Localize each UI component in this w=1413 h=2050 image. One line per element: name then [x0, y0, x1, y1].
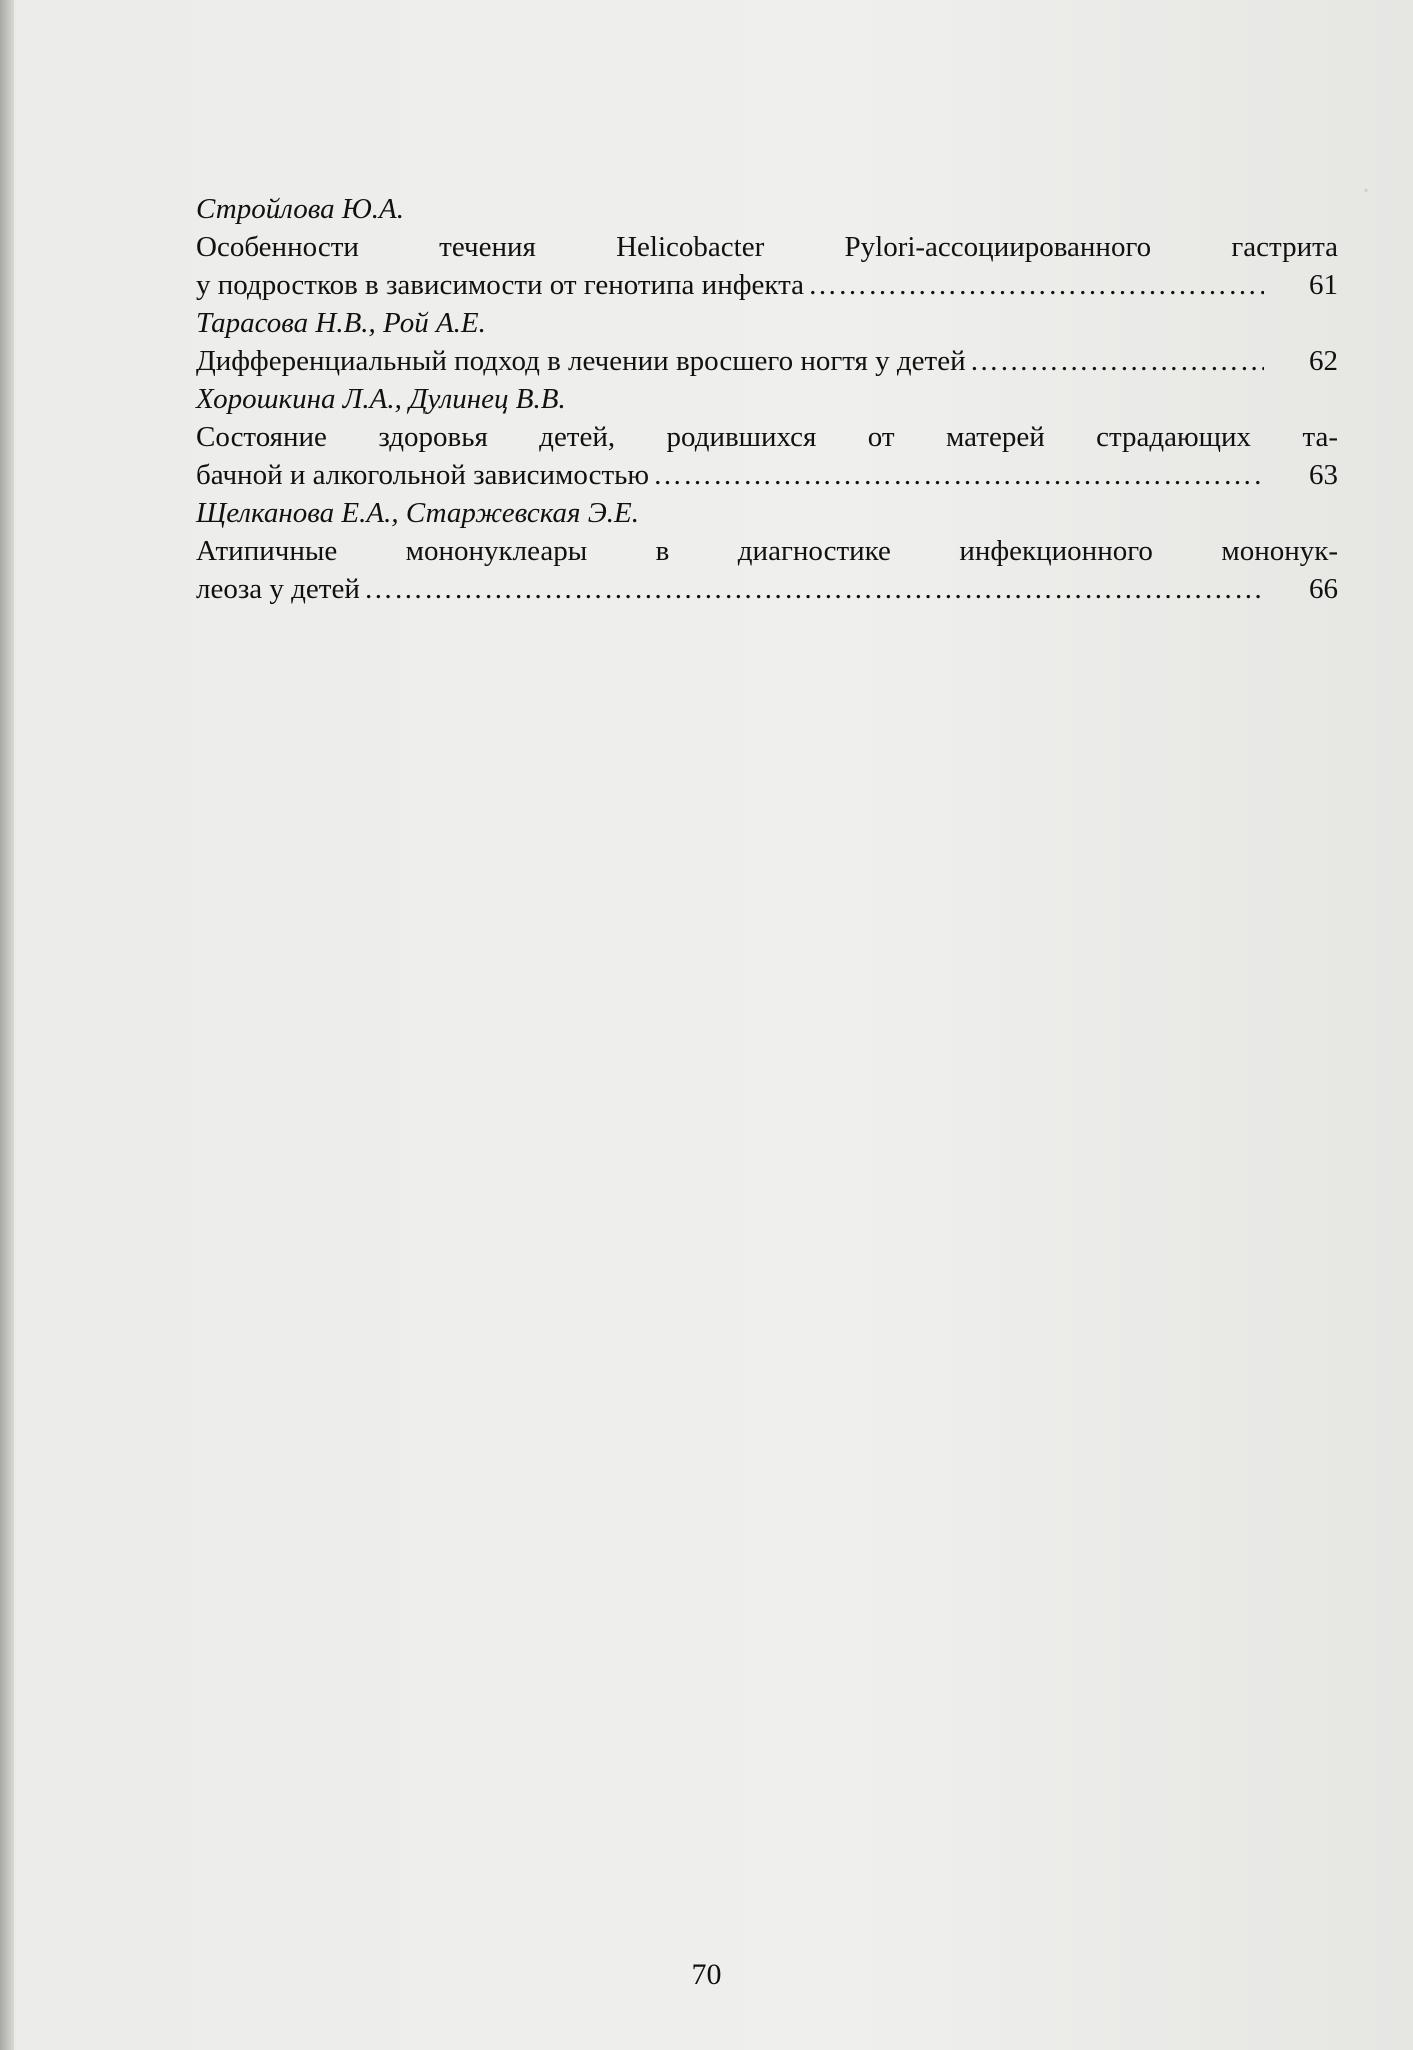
entry-title-last-line	[196, 342, 1338, 380]
entry-title-line: у подростков в зависимости от генотипа инфекта	[196, 269, 804, 301]
bleed-through-text: ·	[1363, 176, 1370, 207]
toc-entry	[196, 190, 1338, 304]
entry-title-line: Дифференциальный подход в лечении вросшего ногтя у детей	[196, 345, 966, 377]
entry-title-line: Состояние здоровья детей, родившихся от матерей страдающих та-	[196, 421, 1338, 453]
entry-title-line: Атипичные мононуклеары в диагностике инфекционного мононук-	[196, 535, 1338, 567]
entry-authors: Хорошкина Л.А., Дулинец В.В.	[196, 383, 566, 415]
page-number: 70	[691, 1958, 722, 1991]
leader-dots	[364, 570, 1264, 608]
entry-title-last-line	[196, 266, 1338, 304]
binding-shadow	[0, 0, 14, 2050]
entry-title-last-line	[196, 456, 1338, 494]
entry-title-line: Особенности течения Helicobacter Pylori-ассоциированного гастрита	[196, 231, 1338, 263]
entry-title-last-line	[196, 570, 1338, 608]
entry-page-number: 66	[1309, 573, 1338, 605]
leader-dots	[653, 456, 1264, 494]
leader-dots	[808, 266, 1264, 304]
entry-page-number: 61	[1309, 269, 1338, 301]
toc-entry	[196, 494, 1338, 608]
table-of-contents	[196, 190, 1338, 608]
toc-entry	[196, 380, 1338, 494]
entry-page-number: 62	[1309, 345, 1338, 377]
leader-dots	[970, 342, 1264, 380]
entry-authors: Тарасова Н.В., Рой А.Е.	[196, 307, 486, 339]
entry-authors: Стройлова Ю.А.	[196, 193, 404, 225]
entry-page-number: 63	[1309, 459, 1338, 491]
entry-title-line: леоза у детей	[196, 573, 360, 605]
entry-title-line: бачной и алкогольной зависимостью	[196, 459, 650, 491]
entry-authors: Щелканова Е.А., Старжевская Э.Е.	[196, 497, 639, 529]
toc-entry	[196, 304, 1338, 380]
